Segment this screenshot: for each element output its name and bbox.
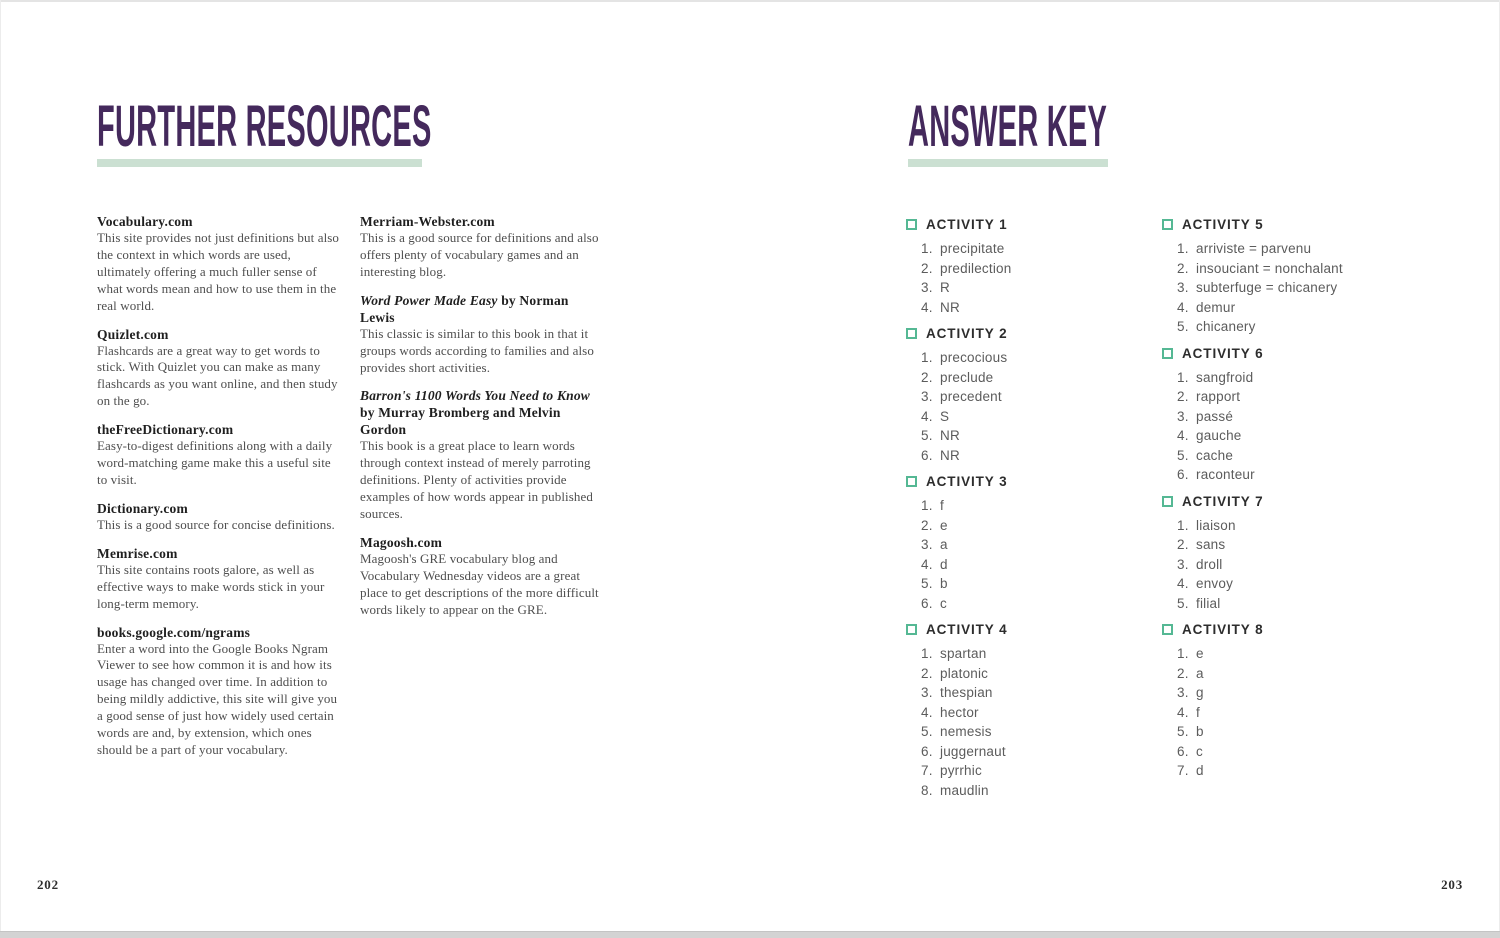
activity-item-number: 3. xyxy=(1177,685,1189,700)
resource-heading xyxy=(360,387,602,438)
activity-item-number: 2. xyxy=(921,260,933,276)
activity-item-value: predilection xyxy=(940,260,1012,276)
activity-item xyxy=(921,368,1156,388)
activity-item-value: sans xyxy=(1196,537,1226,552)
resource-heading xyxy=(360,213,602,230)
resource-heading xyxy=(97,500,342,517)
activity-title: ACTIVITY 3 xyxy=(926,474,1008,489)
activity-header xyxy=(1162,494,1422,509)
activity-item-list xyxy=(1162,516,1422,614)
activity-item-value: precocious xyxy=(940,350,1008,365)
resource-heading-text: by Murray Bromberg and Melvin Gordon xyxy=(360,405,561,438)
activity-item-number: 3. xyxy=(1177,556,1189,572)
activity-section xyxy=(906,217,1156,317)
checkbox-icon xyxy=(906,219,917,230)
activity-item-number: 3. xyxy=(921,685,933,700)
activity-item-number: 5. xyxy=(1177,724,1189,739)
activity-item-value: e xyxy=(940,517,948,533)
activity-item-value: NR xyxy=(940,447,960,463)
activity-item-value: juggernaut xyxy=(940,743,1006,759)
activity-item-value: NR xyxy=(940,299,960,315)
activity-item-value: S xyxy=(940,408,950,424)
activity-item-value: hector xyxy=(940,704,979,720)
checkbox-icon xyxy=(906,328,917,339)
resource-entry xyxy=(97,326,342,411)
page-number-left: 202 xyxy=(37,877,59,892)
activity-item xyxy=(1177,664,1422,684)
activity-item-number: 5. xyxy=(1177,447,1189,463)
resources-column-2 xyxy=(360,213,602,630)
activity-item-number: 4. xyxy=(921,556,933,572)
activity-section xyxy=(1162,494,1422,614)
activity-item-value: droll xyxy=(1196,556,1223,572)
activity-header xyxy=(1162,622,1422,637)
resource-body: This classic is similar to this book in that it groups words according to families and also provides short activities. xyxy=(360,325,594,375)
resource-body: Magoosh's GRE vocabulary blog and Vocabulary Wednesday videos are a great place to get descriptions of the more difficult words likely to appear on the GRE. xyxy=(360,550,599,617)
activity-item-number: 2. xyxy=(921,517,933,533)
activity-item-value: c xyxy=(940,595,947,611)
activity-item-value: d xyxy=(940,556,948,572)
activity-item xyxy=(921,496,1156,516)
activity-item-number: 4. xyxy=(1177,428,1189,443)
activity-item-number: 4. xyxy=(1177,704,1189,720)
resource-entry xyxy=(97,421,342,489)
activity-item-value: d xyxy=(1196,763,1204,778)
activity-item-value: preclude xyxy=(940,369,994,385)
activity-title: ACTIVITY 1 xyxy=(926,217,1008,232)
activity-item xyxy=(921,722,1156,742)
activity-item-number: 4. xyxy=(921,299,933,315)
activity-header xyxy=(906,622,1156,637)
activity-item-number: 6. xyxy=(1177,743,1189,759)
activity-item xyxy=(921,703,1156,723)
activity-item-value: precipitate xyxy=(940,241,1005,256)
resource-body: Flashcards are a great way to get words to stick. With Quizlet you can make as many flashcards as you want online, and then study on the go. xyxy=(97,342,338,409)
activity-item-value: b xyxy=(1196,724,1204,739)
resource-entry xyxy=(360,387,602,523)
activity-item-value: liaison xyxy=(1196,517,1236,533)
activity-section xyxy=(1162,217,1422,337)
resource-heading-text: by Norman Lewis xyxy=(360,292,569,325)
activity-item-list xyxy=(906,644,1156,800)
resource-body: This site contains roots galore, as well as effective ways to make words stick in your long-term memory. xyxy=(97,561,325,611)
activity-item xyxy=(921,644,1156,664)
activity-title: ACTIVITY 6 xyxy=(1182,345,1264,361)
activity-item xyxy=(1177,368,1422,388)
activity-item-value: chicanery xyxy=(1196,319,1256,334)
resource-heading-text: Quizlet.com xyxy=(97,326,169,342)
activity-item-number: 3. xyxy=(1177,408,1189,424)
activity-item xyxy=(1177,426,1422,446)
activity-item-value: subterfuge = chicanery xyxy=(1196,280,1338,295)
activity-item-number: 4. xyxy=(921,408,933,424)
activity-item xyxy=(1177,465,1422,485)
resource-body: This is a good source for concise definitions. xyxy=(97,516,335,532)
activity-item xyxy=(1177,446,1422,466)
activity-item xyxy=(921,664,1156,684)
activity-item xyxy=(921,298,1156,318)
resource-heading-text: Magoosh.com xyxy=(360,534,443,550)
activity-item xyxy=(921,516,1156,536)
activity-item-value: maudlin xyxy=(940,782,989,798)
activity-item xyxy=(1177,407,1422,427)
activity-item-number: 3. xyxy=(1177,280,1189,295)
activity-item xyxy=(921,555,1156,575)
checkbox-icon xyxy=(906,476,917,487)
resource-entry xyxy=(97,624,342,759)
activity-item-number: 7. xyxy=(921,763,933,778)
activity-item-value: cache xyxy=(1196,447,1234,463)
activity-item xyxy=(1177,259,1422,279)
activity-item xyxy=(1177,761,1422,781)
resource-body: Enter a word into the Google Books Ngram Viewer to see how common it is and how its usage has changed over time. In addition to being mildly addictive, this site will give you a good sense of just how widely used certain words are and, by extension, which ones should be a part of your vocabulary. xyxy=(97,640,338,757)
activity-item-value: raconteur xyxy=(1196,467,1255,482)
activity-item xyxy=(1177,644,1422,664)
activity-item-value: pyrrhic xyxy=(940,763,982,778)
activity-item xyxy=(1177,703,1422,723)
answer-key-column-2 xyxy=(1162,217,1422,790)
activity-item-value: rapport xyxy=(1196,389,1241,404)
activity-item-value: R xyxy=(940,280,950,295)
activity-title: ACTIVITY 8 xyxy=(1182,622,1264,637)
resource-heading xyxy=(97,624,342,641)
resource-entry xyxy=(97,545,342,613)
checkbox-icon xyxy=(906,624,917,635)
page-bottom-edge xyxy=(0,931,1500,938)
activity-section xyxy=(906,622,1156,800)
activity-item xyxy=(1177,535,1422,555)
activity-item-value: insouciant = nonchalant xyxy=(1196,260,1343,276)
activity-item-number: 4. xyxy=(921,704,933,720)
resources-column-1 xyxy=(97,213,342,770)
activity-item-number: 2. xyxy=(1177,537,1189,552)
activity-item-number: 2. xyxy=(1177,260,1189,276)
checkbox-icon xyxy=(1162,348,1173,359)
title-underline-bar xyxy=(908,159,1108,167)
resource-heading-text: Vocabulary.com xyxy=(97,214,193,229)
activity-item xyxy=(1177,722,1422,742)
activity-section xyxy=(906,326,1156,465)
activity-item xyxy=(921,387,1156,407)
activity-item-value: b xyxy=(940,576,948,591)
answer-key-column-1 xyxy=(906,217,1156,809)
activity-item xyxy=(921,742,1156,762)
activity-header xyxy=(906,326,1156,341)
activity-item xyxy=(921,239,1156,259)
resource-heading xyxy=(360,534,602,551)
resource-entry xyxy=(360,292,602,377)
activity-item-value: spartan xyxy=(940,646,987,661)
activity-item-number: 5. xyxy=(921,428,933,443)
resource-heading xyxy=(360,292,602,326)
activity-item xyxy=(921,426,1156,446)
activity-item-list xyxy=(1162,644,1422,781)
activity-item-value: a xyxy=(1196,665,1204,681)
activity-item xyxy=(921,594,1156,614)
activity-item xyxy=(1177,298,1422,318)
activity-item-list xyxy=(1162,239,1422,337)
activity-item-value: filial xyxy=(1196,595,1221,611)
activity-item-value: demur xyxy=(1196,299,1236,315)
activity-item-value: platonic xyxy=(940,665,989,681)
title-underline-bar xyxy=(97,159,422,167)
activity-item-number: 1. xyxy=(921,241,933,256)
resource-heading-text: theFreeDictionary.com xyxy=(97,422,234,438)
resource-heading-text: books.google.com/ngrams xyxy=(97,624,251,640)
resource-heading xyxy=(97,213,342,230)
further-resources-title: FURTHER RESOURCES xyxy=(97,94,432,159)
activity-item-value: g xyxy=(1196,685,1204,700)
activity-section xyxy=(1162,622,1422,781)
activity-item xyxy=(921,761,1156,781)
resource-heading xyxy=(97,421,342,438)
activity-item xyxy=(921,683,1156,703)
activity-item xyxy=(1177,278,1422,298)
activity-item-value: gauche xyxy=(1196,428,1242,443)
resource-heading-text: Merriam-Webster.com xyxy=(360,214,495,229)
activity-item-number: 1. xyxy=(1177,646,1189,661)
resource-body: This site provides not just definitions but also the context in which words are used, ultimately offering a much fuller sense of what words mean and how to use them in the real world. xyxy=(97,230,340,313)
activity-item-value: f xyxy=(940,498,944,513)
activity-item-value: arriviste = parvenu xyxy=(1196,241,1312,256)
activity-item-value: a xyxy=(940,537,948,552)
activity-item xyxy=(1177,683,1422,703)
activity-item xyxy=(921,348,1156,368)
activity-item-number: 5. xyxy=(921,576,933,591)
checkbox-icon xyxy=(1162,219,1173,230)
resource-heading-text: Word Power Made Easy xyxy=(360,292,498,308)
activity-item xyxy=(1177,742,1422,762)
activity-item-number: 3. xyxy=(921,389,933,404)
activity-item-number: 6. xyxy=(1177,467,1189,482)
checkbox-icon xyxy=(1162,496,1173,507)
activity-item xyxy=(921,446,1156,466)
checkbox-icon xyxy=(1162,624,1173,635)
resource-body: Easy-to-digest definitions along with a daily word-matching game make this a useful site to visit. xyxy=(97,438,333,487)
activity-item xyxy=(1177,317,1422,337)
activity-item-number: 3. xyxy=(921,280,933,295)
activity-item xyxy=(921,574,1156,594)
activity-item-number: 5. xyxy=(1177,319,1189,334)
activity-item-number: 6. xyxy=(921,595,933,611)
activity-item-value: NR xyxy=(940,428,960,443)
resource-entry xyxy=(360,213,602,281)
page-number-right: 203 xyxy=(1441,877,1463,892)
activity-title: ACTIVITY 7 xyxy=(1182,493,1264,509)
activity-header xyxy=(1162,217,1422,232)
activity-item-number: 2. xyxy=(1177,389,1189,404)
activity-item xyxy=(1177,594,1422,614)
resource-entry xyxy=(97,500,342,534)
activity-item-list xyxy=(906,496,1156,613)
activity-item-value: sangfroid xyxy=(1196,369,1254,385)
activity-item-value: nemesis xyxy=(940,724,992,739)
resource-heading xyxy=(97,545,342,562)
activity-item-number: 7. xyxy=(1177,763,1189,778)
activity-item-value: thespian xyxy=(940,685,993,700)
activity-item xyxy=(921,278,1156,298)
activity-header xyxy=(1162,346,1422,361)
activity-item-number: 3. xyxy=(921,537,933,552)
activity-item-number: 1. xyxy=(921,646,933,661)
right-page xyxy=(750,0,1500,938)
activity-section xyxy=(906,474,1156,613)
resource-body: This book is a great place to learn words through context instead of merely parroting definitions. Plenty of activities provide examples of how words appear in published sources. xyxy=(360,438,593,522)
activity-item xyxy=(1177,574,1422,594)
answer-key-title: ANSWER KEY xyxy=(908,94,1108,159)
resource-entry xyxy=(97,213,342,315)
activity-title: ACTIVITY 5 xyxy=(1182,217,1264,232)
activity-item-list xyxy=(906,239,1156,317)
activity-item-list xyxy=(906,348,1156,465)
activity-item xyxy=(921,535,1156,555)
activity-item-number: 6. xyxy=(921,743,933,759)
activity-item-list xyxy=(1162,368,1422,485)
resource-heading-text: Barron's 1100 Words You Need to Know xyxy=(360,388,591,404)
activity-section xyxy=(1162,346,1422,485)
activity-title: ACTIVITY 2 xyxy=(926,326,1008,341)
activity-item-value: e xyxy=(1196,646,1204,661)
activity-item-number: 1. xyxy=(921,498,933,513)
activity-item-number: 4. xyxy=(1177,299,1189,315)
activity-header xyxy=(906,474,1156,489)
activity-item xyxy=(1177,555,1422,575)
activity-title: ACTIVITY 4 xyxy=(926,622,1008,637)
resource-heading-text: Dictionary.com xyxy=(97,500,188,516)
resource-heading-text: Memrise.com xyxy=(97,545,178,561)
activity-item-value: c xyxy=(1196,743,1203,759)
activity-item-value: passé xyxy=(1196,408,1234,424)
activity-header xyxy=(906,217,1156,232)
activity-item xyxy=(921,259,1156,279)
activity-item-number: 2. xyxy=(1177,665,1189,681)
activity-item xyxy=(921,407,1156,427)
activity-item-number: 5. xyxy=(921,724,933,739)
activity-item-number: 1. xyxy=(1177,241,1189,256)
activity-item-value: f xyxy=(1196,704,1200,720)
activity-item xyxy=(1177,239,1422,259)
activity-item-number: 1. xyxy=(1177,517,1189,533)
activity-item-value: precedent xyxy=(940,389,1002,404)
activity-item xyxy=(1177,516,1422,536)
activity-item-number: 1. xyxy=(1177,369,1189,385)
activity-item xyxy=(921,781,1156,801)
activity-item-number: 1. xyxy=(921,350,933,365)
activity-item-number: 8. xyxy=(921,782,933,798)
resource-entry xyxy=(360,534,602,619)
activity-item-number: 2. xyxy=(921,665,933,681)
resource-body: This is a good source for definitions and also offers plenty of vocabulary games and an interesting blog. xyxy=(360,230,599,279)
activity-item xyxy=(1177,387,1422,407)
activity-item-number: 2. xyxy=(921,369,933,385)
activity-item-number: 6. xyxy=(921,447,933,463)
resource-heading xyxy=(97,326,342,343)
activity-item-number: 4. xyxy=(1177,576,1189,591)
activity-item-value: envoy xyxy=(1196,576,1234,591)
activity-item-number: 5. xyxy=(1177,595,1189,611)
